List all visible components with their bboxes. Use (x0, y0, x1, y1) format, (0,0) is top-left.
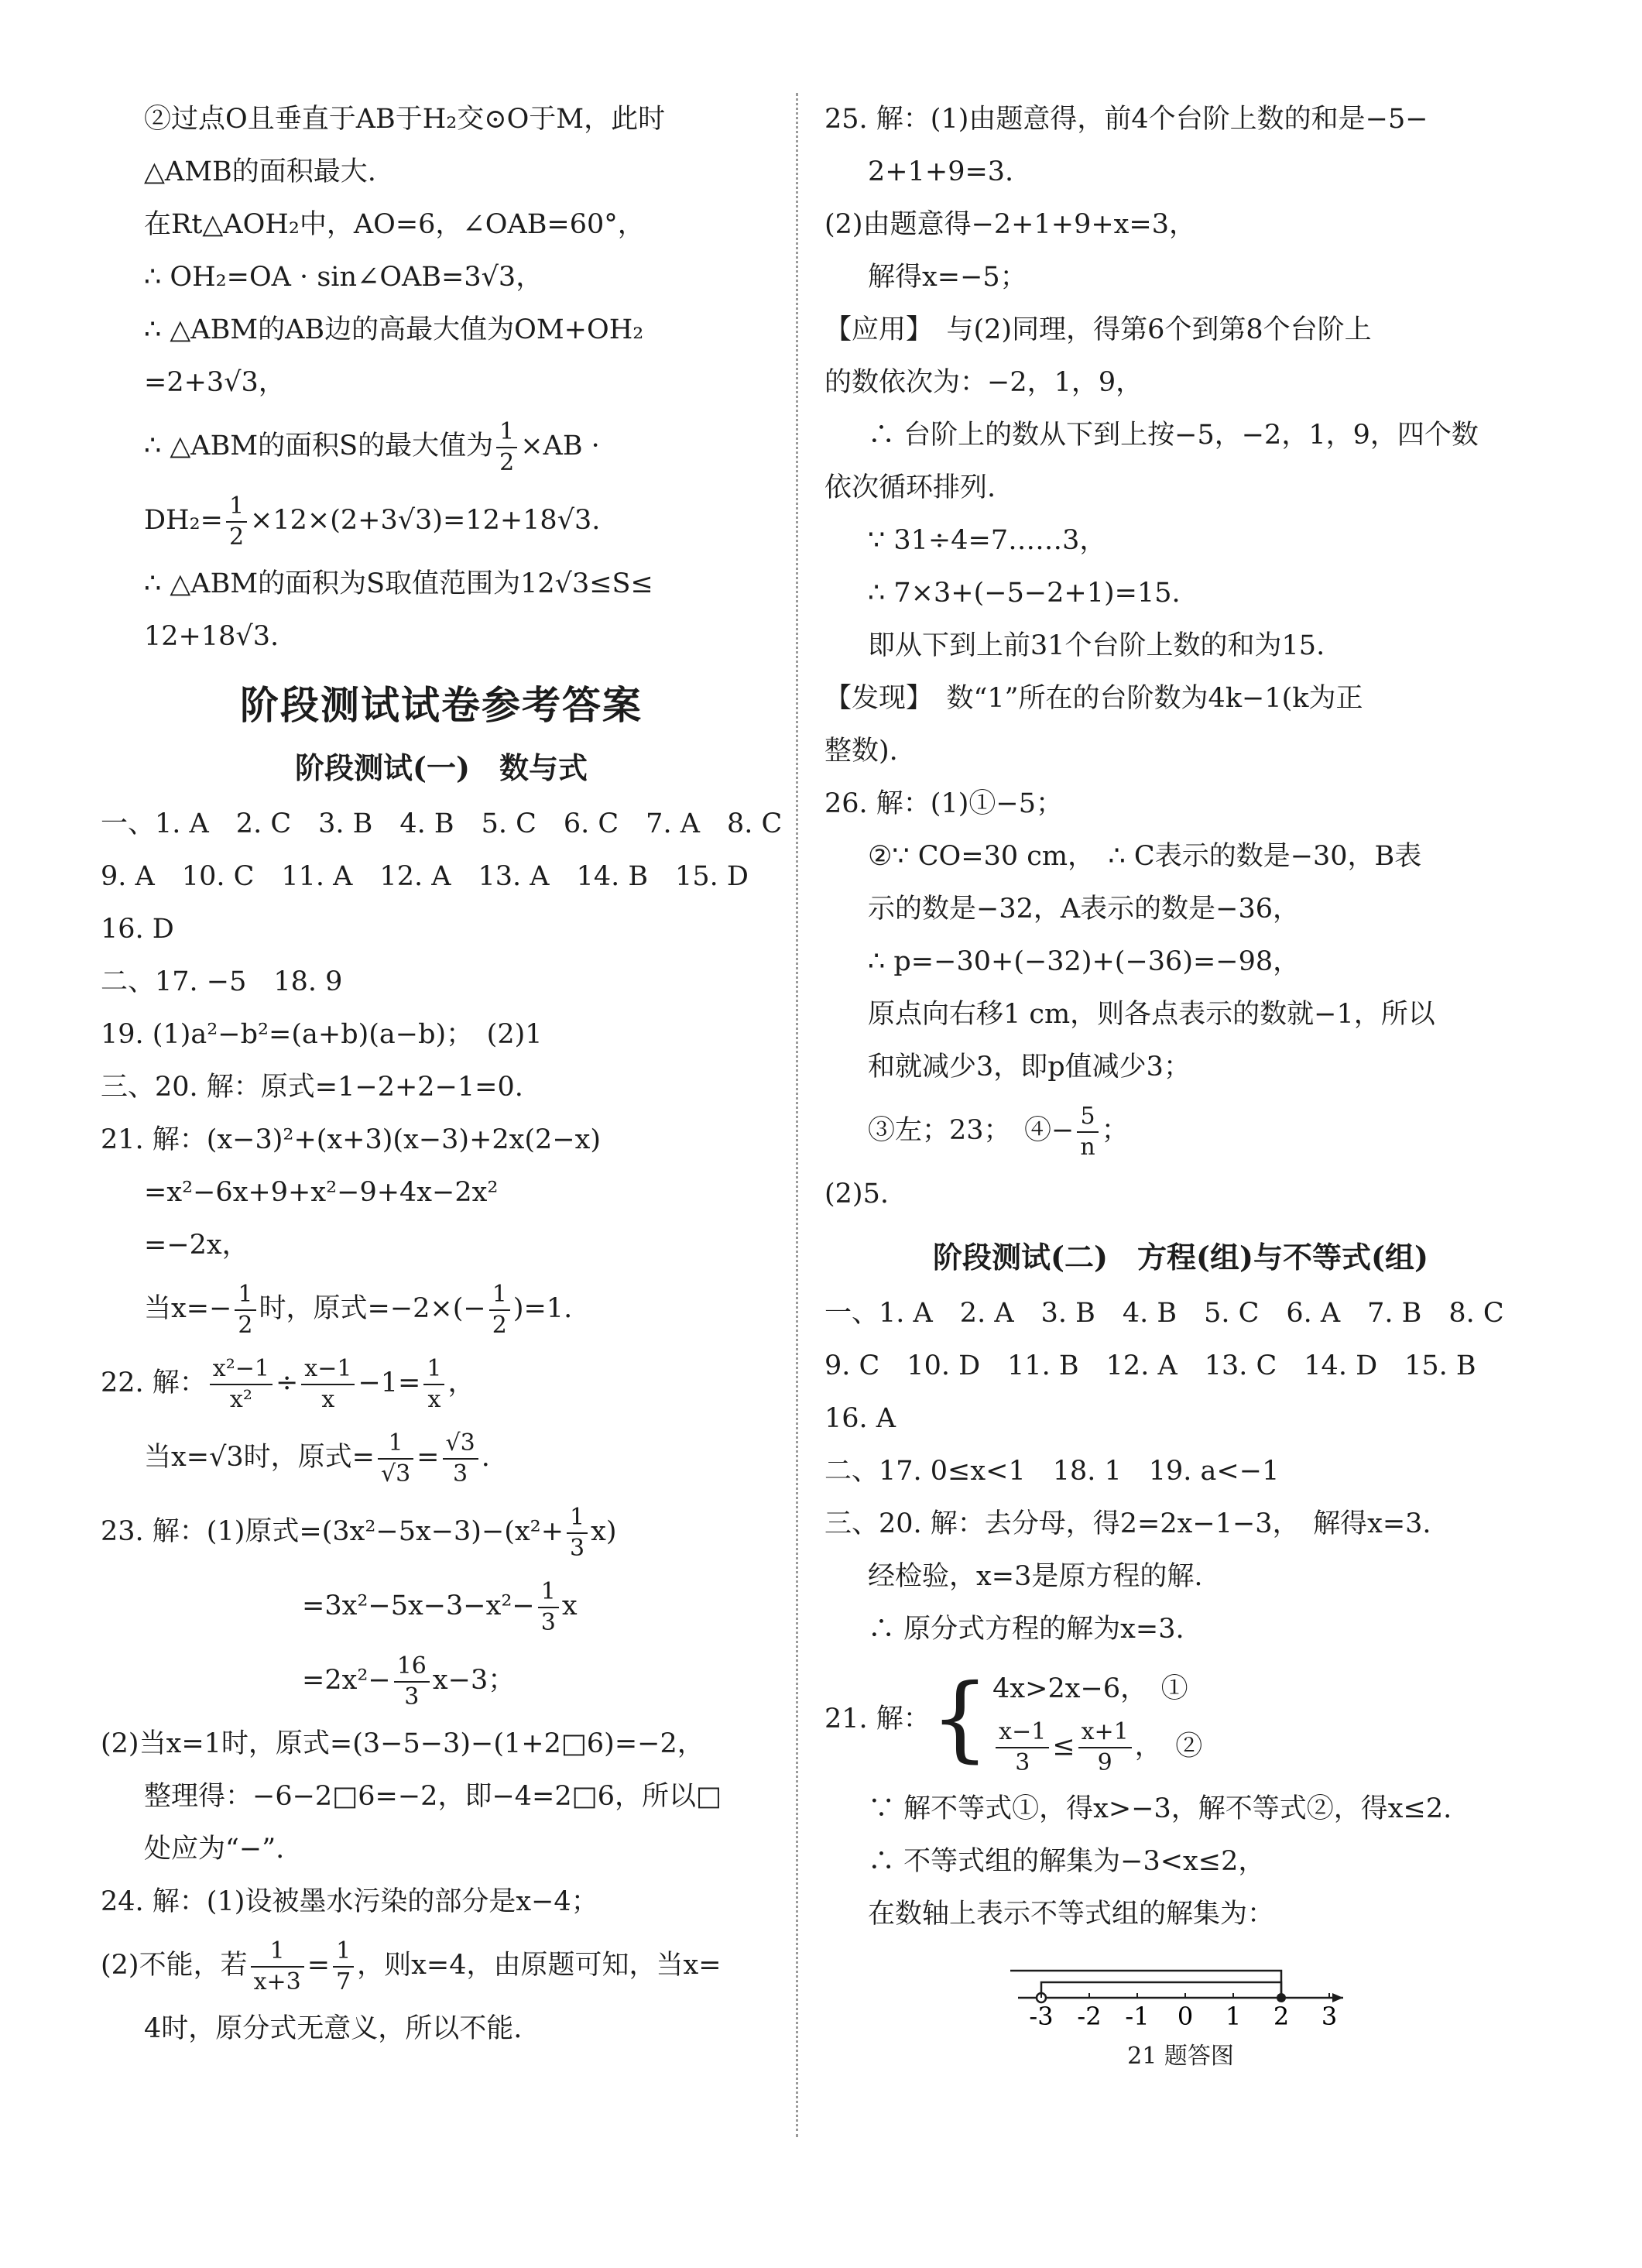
tick-group (1029, 1993, 1337, 2031)
fraction: $\frac{1}{2}$ (226, 492, 247, 552)
answer-line: 23. 解：(1)原式=(3x²−5x−3)−(x²+ $\frac{1}{3}$ x) (101, 1503, 617, 1562)
answer-line: 25. 解：(1)由题意得，前4个台阶上数的和是−5− (824, 104, 1428, 135)
tick-label: -2 (1077, 2002, 1102, 2031)
answer-line: 二、17. 0≤x<1 18. 1 19. a<−1 (824, 1456, 1280, 1487)
inequality-system: 21. 解： { 4x>2x−6， ① $\frac{x-1}{3}$ ≤ $\frac{x+1}{9}$ ， ② (824, 1665, 1203, 1776)
fraction: $\frac{1}{2}$ (489, 1280, 510, 1340)
answer-line: 二、17. −5 18. 9 (101, 966, 343, 997)
subsection-heading: 阶段测试(二) 方程(组)与不等式(组) (933, 1240, 1428, 1275)
answer-line: 原点向右移1 cm，则各点表示的数就−1，所以 (868, 999, 1435, 1030)
answer-line: 9. A 10. C 11. A 12. A 13. A 14. B 15. D (101, 861, 749, 892)
fraction: $\frac{1}{x+3}$ (251, 1937, 304, 1997)
tick-label: 0 (1177, 2002, 1194, 2031)
answer-line: ③左；23； ④− $\frac{5}{n}$ ； (868, 1102, 1129, 1161)
tick-label: 2 (1273, 2002, 1290, 2031)
answer-line: (2)由题意得−2+1+9+x=3， (824, 209, 1197, 240)
text-line: ∴ △ABM的面积S的最大值为 $\frac{1}{2}$ ×AB · (144, 417, 600, 476)
section-heading: 阶段测试试卷参考答案 (240, 682, 643, 728)
answer-line: 26. 解：(1)①−5； (824, 788, 1063, 819)
answer-line: 示的数是−32，A表示的数是−36， (868, 894, 1301, 925)
answer-line: 在数轴上表示不等式组的解集为： (868, 1899, 1275, 1930)
answer-line: 三、20. 解：去分母，得2=2x−1−3， 解得x=3. (824, 1508, 1431, 1539)
answer-line: 的数依次为：−2，1，9， (824, 367, 1143, 398)
answer-line: 4时，原分式无意义，所以不能. (144, 2013, 523, 2044)
fraction: $\frac{5}{n}$ (1077, 1102, 1098, 1162)
answer-line: 21. 解：(x−3)²+(x+3)(x−3)+2x(2−x) (101, 1124, 602, 1155)
text-line: 12+18√3. (144, 621, 279, 652)
answer-line: ∵ 解不等式①，得x>−3，解不等式②，得x≤2. (868, 1793, 1452, 1824)
answer-line: 16. A (824, 1403, 896, 1434)
answer-line: 24. 解：(1)设被墨水污染的部分是x−4； (101, 1886, 598, 1917)
answer-line: 解得x=−5； (868, 262, 1027, 293)
answer-line: 【发现】 数“1”所在的台阶数为4k−1(k为正 (824, 683, 1363, 714)
answer-line: =x²−6x+9+x²−9+4x−2x² (144, 1177, 499, 1208)
answer-line: (2)当x=1时，原式=(3−5−3)−(1+2□6)=−2， (101, 1728, 704, 1759)
answer-line: ∵ 31÷4=7……3， (868, 525, 1107, 556)
column-divider (796, 93, 798, 2137)
answer-line: ∴ 不等式组的解集为−3<x≤2， (868, 1846, 1266, 1877)
text-line: △AMB的面积最大. (144, 156, 376, 187)
fraction: $\frac{x-1}{x}$ (301, 1354, 355, 1415)
answer-line: ∴ 7×3+(−5−2+1)=15. (868, 578, 1181, 609)
solution-bracket-x-le (1010, 1971, 1281, 1998)
answer-line: 三、20. 解：原式=1−2+2−1=0. (101, 1072, 523, 1103)
answer-line: 【应用】 与(2)同理，得第6个到第8个台阶上 (824, 314, 1372, 345)
answer-line: 9. C 10. D 11. B 12. A 13. C 14. D 15. B (824, 1350, 1476, 1381)
tick-label: 3 (1321, 2002, 1338, 2031)
answer-line: 整理得：−6−2□6=−2，即−4=2□6，所以□ (144, 1781, 722, 1812)
fraction: $\frac{1}{7}$ (333, 1937, 354, 1997)
tick-label: -1 (1125, 2002, 1150, 2031)
answer-line: 当x=− $\frac{1}{2}$ 时，原式=−2×(− $\frac{1}{2}$ )=1. (144, 1280, 573, 1339)
answer-line: 和就减少3，即p值减少3； (868, 1052, 1191, 1083)
number-line (1003, 1951, 1359, 2036)
answer-line: 一、1. A 2. C 3. B 4. B 5. C 6. C 7. A 8. C (101, 808, 783, 839)
text-line: 在Rt△AOH₂中，AO=6，∠OAB=60°， (144, 209, 645, 240)
fraction: $\frac{x+1}{9}$ (1078, 1717, 1132, 1778)
text-line: DH₂= $\frac{1}{2}$ ×12×(2+3√3)=12+18√3. (144, 492, 601, 551)
answer-line: =3x²−5x−3−x²− $\frac{1}{3}$ x (302, 1577, 578, 1636)
answer-line: 22. 解： $\frac{\text{x²−1}}{\text{x²}}$ ÷ $\frac{x-1}{x}$ −1= $\frac{1}{x}$ ， (101, 1354, 475, 1413)
fraction: $\frac{1}{2}$ (496, 417, 517, 478)
fraction: $\frac{x-1}{3}$ (996, 1717, 1049, 1778)
answer-line: (2)不能，若 $\frac{1}{x+3}$ = $\frac{1}{7}$ ，则x=4，由原题可知，当x= (101, 1937, 722, 1995)
answer-line: ∴ 台阶上的数从下到上按−5，−2，1，9，四个数 (868, 420, 1479, 451)
answer-line: 整数). (824, 736, 898, 767)
fraction: $\frac{1}{2}$ (235, 1280, 255, 1340)
answer-line: 处应为“−”. (144, 1834, 285, 1865)
right-column (824, 93, 1537, 2074)
answer-line: =−2x， (144, 1230, 249, 1261)
text-line: ∴ △ABM的AB边的高最大值为OM+OH₂ (144, 314, 644, 345)
tick-label: 1 (1225, 2002, 1242, 2031)
answer-line: ②∵ CO=30 cm， ∴ C表示的数是−30，B表 (868, 841, 1422, 872)
fraction: $\frac{\text{x²−1}}{\text{x²}}$ (210, 1354, 273, 1415)
answer-line: 依次循环排列. (824, 472, 996, 503)
answer-line: ∴ p=−30+(−32)+(−36)=−98， (868, 946, 1301, 977)
answer-line: 当x=√3时，原式= $\frac{1}{√3}$ = $\frac{√3}{3}$ . (144, 1429, 490, 1487)
answer-line: ∴ 原分式方程的解为x=3. (868, 1614, 1184, 1645)
fraction: $\frac{1}{x}$ (423, 1354, 444, 1415)
figure-caption: 21 题答图 (1127, 2043, 1234, 2070)
text-line: =2+3√3， (144, 367, 286, 398)
number-line-figure (824, 1951, 1537, 2074)
answer-line: (2)5. (824, 1179, 889, 1209)
answer-line: 一、1. A 2. A 3. B 4. B 5. C 6. A 7. B 8. C (824, 1298, 1504, 1329)
solution-bracket-x-gt (1041, 1982, 1281, 1998)
answer-line: 16. D (101, 914, 174, 945)
answer-line: 经检验，x=3是原方程的解. (868, 1561, 1203, 1592)
subsection-heading: 阶段测试(一) 数与式 (295, 750, 588, 785)
answer-line: 19. (1)a²−b²=(a+b)(a−b)； (2)1 (101, 1019, 543, 1050)
fraction: $\frac{1}{√3}$ (378, 1429, 413, 1489)
answer-line: 即从下到上前31个台阶上数的和为15. (868, 630, 1325, 661)
text-line: ∴ OH₂=OA · sin∠OAB=3√3， (144, 262, 543, 293)
text-line: ∴ △ABM的面积为S取值范围为12√3≤S≤ (144, 568, 653, 599)
fraction: $\frac{16}{3}$ (394, 1652, 430, 1712)
brace-icon: { (930, 1665, 990, 1772)
text-line: ②过点O且垂直于AB于H₂交⊙O于M，此时 (144, 104, 666, 135)
left-column (101, 93, 782, 2055)
answer-line: 2+1+9=3. (868, 156, 1014, 187)
answer-line: =2x²− $\frac{16}{3}$ x−3； (302, 1652, 516, 1710)
tick-label: -3 (1029, 2002, 1054, 2031)
fraction: $\frac{1}{3}$ (538, 1577, 559, 1638)
fraction: $\frac{√3}{3}$ (443, 1429, 478, 1489)
fraction: $\frac{1}{3}$ (567, 1503, 588, 1563)
